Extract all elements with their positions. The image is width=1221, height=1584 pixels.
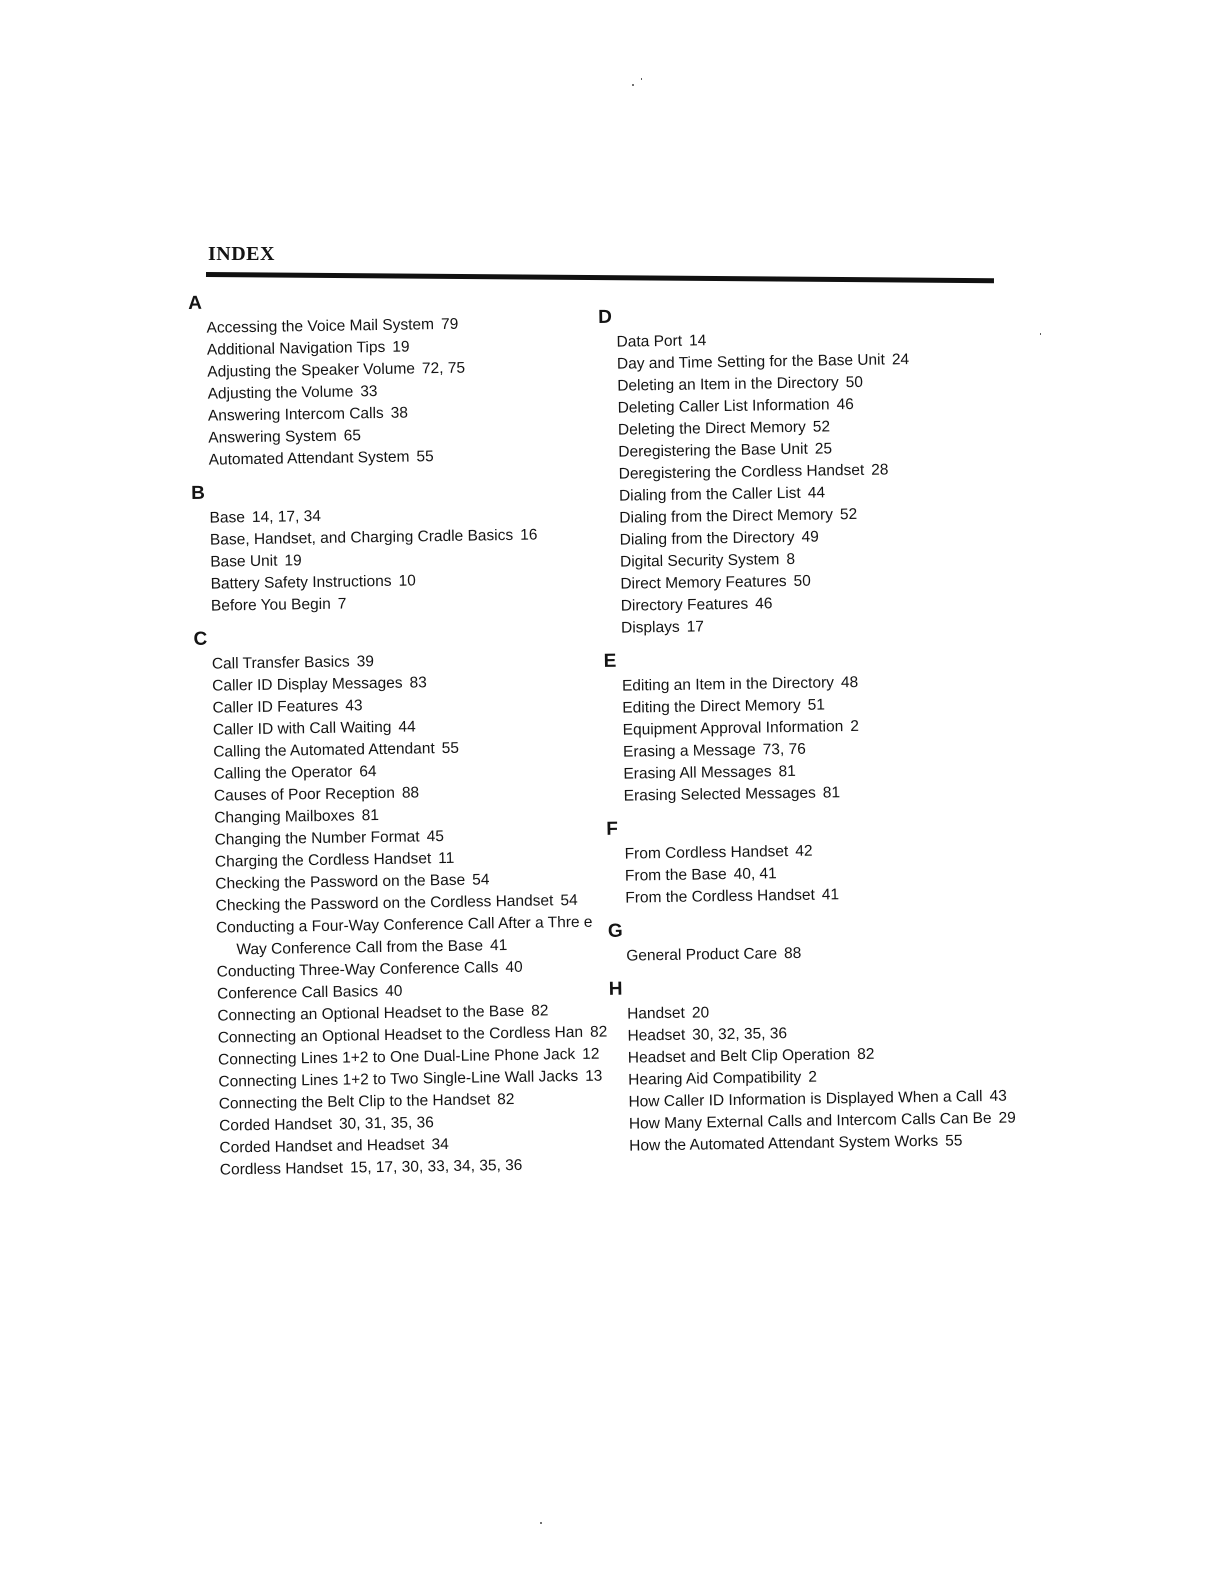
entry-term: Calling the Automated Attendant [213,740,435,761]
section-letter: F [606,818,619,840]
entry-pages: 81 [778,762,796,781]
section-letter: H [608,978,623,1000]
entry-pages: 2 [808,1068,818,1086]
index-section [191,619,620,1182]
entry-pages: 39 [356,653,375,671]
entry-pages: 44 [807,484,826,502]
entry-pages: 17 [686,618,705,636]
entry-term: Answering Intercom Calls [207,404,384,425]
title-rule [206,272,994,283]
entry-pages: 28 [871,461,889,479]
index-section [607,969,1030,1158]
entry-term: Changing the Number Format [214,828,420,849]
scan-speck [540,1522,542,1524]
entry-term: From Cordless Handset [624,843,789,863]
entry-term: Equipment Approval Information [622,718,844,739]
entry-term: Adjusting the Speaker Volume [207,360,416,381]
entry-term: Connecting Lines 1+2 to One Dual-Line Phone Jack [217,1045,576,1069]
entry-pages: 43 [989,1087,1007,1105]
entry-pages: 46 [836,395,854,414]
entry-term: Call Transfer Basics [211,653,350,673]
entry-term: Caller ID Features [212,697,339,717]
entry-pages: 2 [850,717,860,736]
section-letter: C [193,628,208,650]
entry-term: How Caller ID Information is Displayed When a Call [628,1088,983,1111]
entry-term: Dialing from the Directory [619,528,795,549]
index-section [601,641,1023,808]
entry-pages: 8 [786,550,796,569]
entry-pages: 16 [520,526,538,544]
entry-term: Direct Memory Features [620,573,787,593]
entry-term: Hearing Aid Compatibility [628,1068,802,1089]
entry-term: Dialing from the Direct Memory [619,506,834,527]
entry-pages: 79 [440,315,459,333]
entry-term: Erasing a Message [622,741,756,761]
entry-term: Answering System [208,427,337,447]
entry-term: Additional Navigation Tips [206,338,386,359]
entry-pages: 83 [409,674,427,692]
entry-pages: 14, 17, 34 [251,507,322,526]
entry-term: Calling the Operator [213,763,353,783]
entry-term: Conference Call Basics [216,983,379,1003]
entry-pages: 10 [398,572,416,590]
entry-term: Causes of Poor Reception [213,784,396,805]
entry-pages: 43 [345,697,363,715]
index-column-right [596,297,1029,1157]
entry-term: Base [209,509,246,527]
entry-pages: 41 [821,886,840,904]
entry-pages: 40 [505,958,523,977]
index-section [186,283,609,472]
entry-pages: 20 [691,1004,710,1022]
entry-pages: 45 [426,828,445,846]
entry-term: Base Unit [210,552,278,571]
entry-pages: 33 [360,383,378,401]
entry-term: Checking the Password on the Base [215,871,466,893]
entry-pages: 82 [497,1090,515,1109]
entry-pages: 44 [398,718,416,736]
index-entry [216,911,617,961]
entry-term: Editing the Direct Memory [622,696,801,717]
entry-pages: 25 [814,440,833,458]
entry-pages: 19 [284,552,302,570]
entry-term: Handset [627,1004,686,1023]
entry-term: Changing Mailboxes [214,807,355,827]
entry-term: Adjusting the Volume [207,383,354,403]
entry-pages: 46 [755,595,773,613]
entry-pages: 29 [998,1109,1016,1127]
entry-term: Connecting an Optional Headset to the Base [217,1002,525,1025]
entry-term: How the Automated Attendant System Works [629,1132,939,1155]
scan-speck [632,84,634,86]
entry-term: Corded Handset [219,1115,333,1135]
entry-term: Caller ID Display Messages [212,674,403,695]
entry-term: General Product Care [626,945,778,965]
entry-term: Accessing the Voice Mail System [206,316,435,337]
section-letter: A [188,292,203,314]
entry-term: Caller ID with Call Waiting [212,718,392,739]
scan-speck [1040,333,1041,335]
entry-term: Day and Time Setting for the Base Unit [616,351,886,373]
entry-term: How Many External Calls and Intercom Calls Can Be [628,1109,992,1133]
entry-term: Deleting an Item in the Directory [617,374,839,395]
scan-speck [641,78,642,80]
entry-term: Connecting an Optional Headset to the Cordless Han [217,1023,584,1047]
entry-pages: 50 [845,373,864,392]
entry-pages: 38 [390,404,409,422]
entry-term: Base, Handset, and Charging Cradle Basics [209,526,514,549]
entry-pages: 19 [392,338,410,356]
entry-term: Checking the Password on the Cordless Handset [215,892,554,915]
entry-pages: 52 [839,505,858,524]
section-letter: D [598,306,613,328]
entry-pages: 82 [589,1023,608,1041]
entry-term: Directory Features [620,595,749,615]
entry-term: Conducting Three-Way Conference Calls [216,959,499,981]
index-section [596,297,1021,640]
entry-term: Erasing All Messages [623,763,772,783]
entry-pages: 30, 31, 35, 36 [338,1114,434,1133]
entry-pages: 34 [431,1135,449,1154]
entry-pages: 41 [489,937,508,955]
entry-term: Editing an Item in the Directory [621,674,835,695]
index-column-left [186,283,620,1181]
index-section [604,809,1025,910]
entry-term: Battery Safety Instructions [210,572,392,593]
entry-term: Deleting the Direct Memory [617,418,806,439]
entry-pages: 42 [795,842,813,860]
entry-pages: 15, 17, 30, 33, 34, 35, 36 [349,1156,523,1177]
entry-pages: 51 [807,696,826,714]
entry-pages: 30, 32, 35, 36 [692,1025,788,1044]
entry-pages: 73, 76 [762,740,806,759]
entry-term: Deregistering the Cordless Handset [618,461,865,483]
entry-term: Data Port [616,332,683,351]
entry-term: Dialing from the Caller List [618,484,801,505]
entry-pages: 11 [438,849,455,868]
entry-pages: 55 [945,1132,963,1150]
entry-pages: 55 [441,739,460,758]
entry-pages: 88 [783,944,802,963]
entry-term: Headset and Belt Clip Operation [627,1046,851,1067]
entry-term: Corded Handset and Headset [219,1136,425,1157]
entry-term: Digital Security System [619,551,780,571]
entry-term: Conducting a Four-Way Conference Call After a Thre e Way Conference Call from the Base [215,913,593,959]
section-letter: B [191,482,206,504]
entry-pages: 81 [822,784,841,802]
entry-term: From the Cordless Handset [625,886,815,907]
section-letter: E [603,650,617,672]
entry-pages: 40 [385,982,403,1000]
page-title: INDEX [208,243,275,265]
entry-pages: 50 [793,572,811,590]
entry-pages: 7 [337,595,347,613]
entry-term: Before You Begin [210,595,331,615]
entry-pages: 48 [840,673,859,692]
entry-pages: 72, 75 [421,359,466,378]
entry-term: Headset [627,1026,686,1045]
entry-pages: 52 [812,418,831,436]
section-letter: G [607,920,623,942]
entry-pages: 12 [582,1045,600,1063]
entry-pages: 54 [560,891,578,910]
index-section [189,473,611,618]
entry-pages: 55 [416,448,434,466]
entry-term: Deleting Caller List Information [617,396,830,417]
entry-pages: 64 [359,763,377,781]
entry-pages: 54 [472,871,490,889]
entry-pages: 82 [856,1045,875,1063]
entry-pages: 65 [343,427,362,445]
entry-term: Connecting the Belt Clip to the Handset [218,1091,491,1113]
entry-term: Cordless Handset [219,1159,344,1179]
entry-pages: 14 [688,332,707,350]
entry-term: Displays [620,618,680,637]
entry-pages: 24 [891,351,910,369]
entry-pages: 49 [801,528,819,546]
entry-pages: 13 [584,1067,603,1085]
entry-pages: 81 [361,807,380,825]
entry-term: Charging the Cordless Handset [214,850,432,871]
entry-term: Connecting Lines 1+2 to Two Single-Line Wall Jacks [218,1067,579,1091]
entry-term: Deregistering the Base Unit [618,440,808,461]
entry-pages: 40, 41 [733,865,777,883]
entry-term: Automated Attendant System [208,448,410,469]
index-section [606,911,1027,968]
entry-term: Erasing Selected Messages [623,784,816,805]
entry-pages: 82 [531,1002,549,1020]
entry-pages: 88 [401,784,420,802]
entry-term: From the Base [624,866,727,885]
